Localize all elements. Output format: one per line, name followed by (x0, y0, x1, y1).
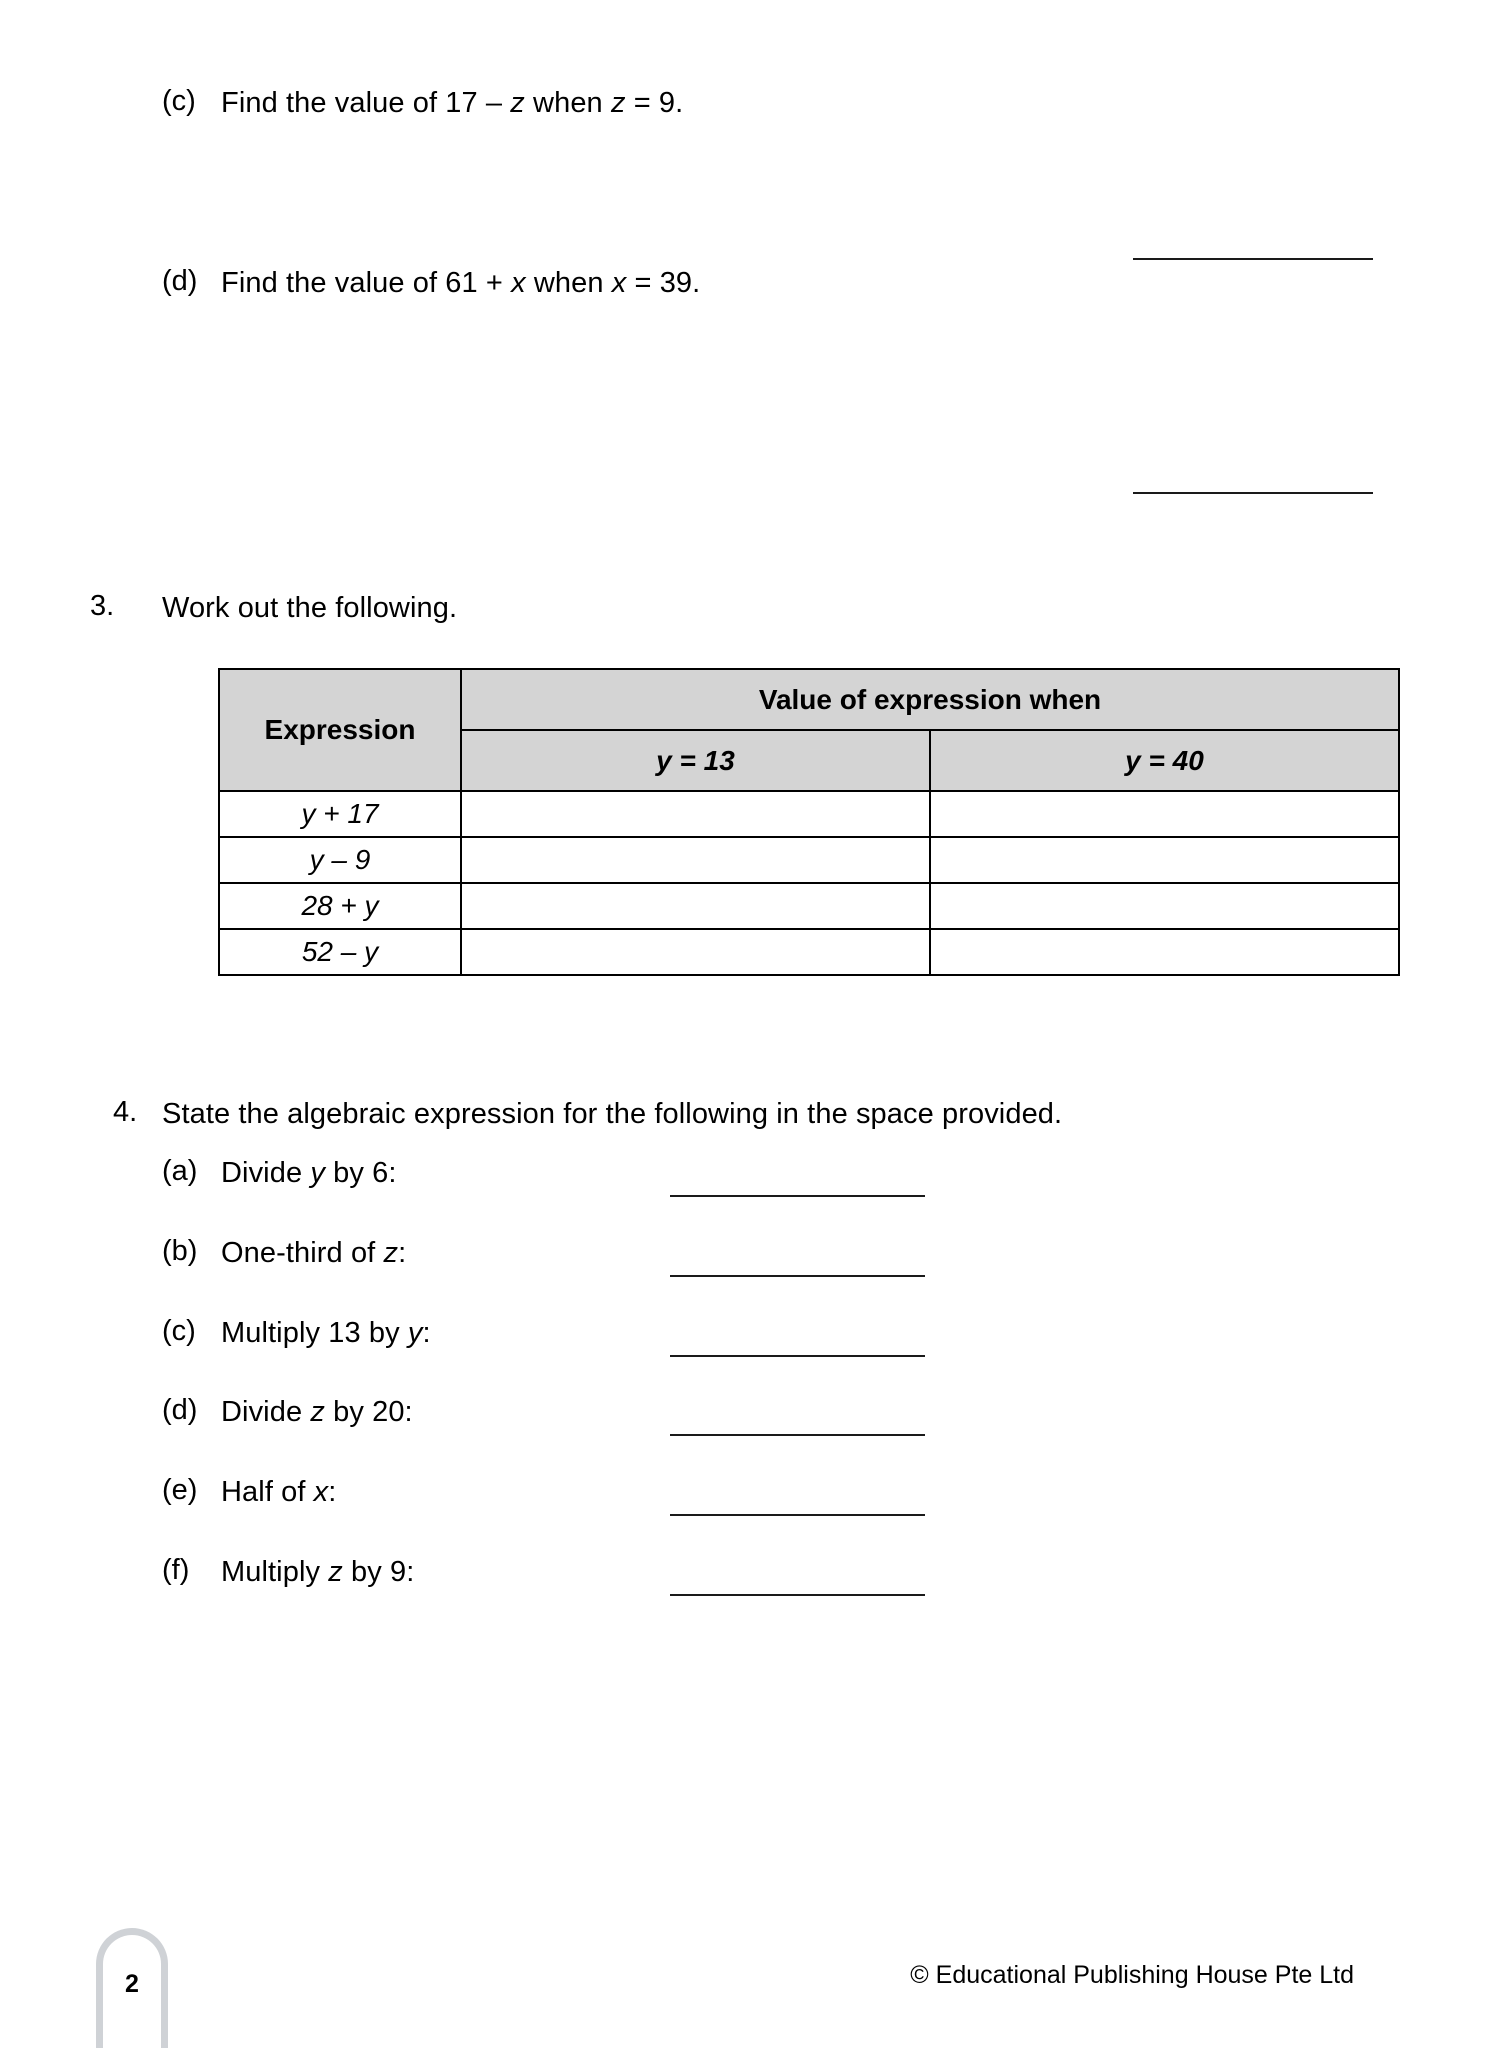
table-row (219, 837, 1399, 883)
q2c-text-after: = 9. (625, 87, 684, 119)
q4f-after: by 9: (342, 1556, 415, 1588)
q4-part-b-label: (b) (162, 1235, 198, 1267)
table-body (219, 791, 1399, 975)
q3-number: 3. (90, 590, 115, 622)
table-row (219, 883, 1399, 929)
q4-part-c-label: (c) (162, 1315, 196, 1347)
table-header-row-1 (219, 669, 1399, 730)
q4-part-e-label: (e) (162, 1474, 198, 1506)
header-y40: y = 40 (1125, 744, 1204, 776)
header-value-group: Value of expression when (461, 669, 1399, 730)
q4-prompt: State the algebraic expression for the following in the space provided. (162, 1098, 1063, 1130)
q4-part-f-label: (f) (162, 1554, 190, 1586)
copyright-notice: © Educational Publishing House Pte Ltd (910, 1961, 1354, 1989)
q4b-after: : (398, 1237, 407, 1269)
header-y13: y = 13 (656, 744, 735, 776)
answer-cell-y13[interactable] (461, 837, 930, 883)
q4-number: 4. (113, 1096, 138, 1128)
q3-prompt: Work out the following. (162, 592, 458, 624)
q4-part-b-answer-line[interactable] (670, 1275, 925, 1277)
q4-part-f-answer-line[interactable] (670, 1594, 925, 1596)
q2d-text-before: Find the value of 61 + (221, 267, 512, 299)
q4-part-a-label: (a) (162, 1155, 198, 1187)
row-expression: 52 – y (301, 936, 379, 967)
answer-cell-y40[interactable] (930, 929, 1399, 975)
q4e-before: Half of (221, 1476, 314, 1508)
page-number: 2 (125, 1970, 139, 1998)
q4-part-d-label: (d) (162, 1394, 198, 1426)
q2-part-d-answer-line[interactable] (1133, 492, 1373, 494)
table-row (219, 929, 1399, 975)
q4b-before: One-third of (221, 1237, 384, 1269)
q2c-var1: z (510, 87, 525, 119)
q4b-var: z (383, 1237, 399, 1269)
row-expression: y + 17 (301, 798, 379, 829)
q2-part-c-answer-line[interactable] (1133, 258, 1373, 260)
q4-part-a-text (221, 1155, 396, 1191)
q4-part-b-text (221, 1235, 406, 1271)
q2-part-d-text (221, 265, 700, 301)
q2d-var2: x (611, 267, 627, 299)
work-out-table (218, 668, 1400, 976)
q4-part-d-text (221, 1394, 413, 1430)
q4-part-f-text (221, 1554, 414, 1590)
header-expression: Expression (219, 669, 461, 791)
q4-part-e-text (221, 1474, 336, 1510)
answer-cell-y40[interactable] (930, 791, 1399, 837)
q4-part-c-answer-line[interactable] (670, 1355, 925, 1357)
row-expression: y – 9 (309, 844, 371, 875)
q4a-before: Divide (221, 1157, 311, 1189)
q4a-after: by 6: (324, 1157, 397, 1189)
answer-cell-y13[interactable] (461, 929, 930, 975)
row-expression: 28 + y (301, 890, 379, 921)
q2c-text-before: Find the value of 17 – (221, 87, 511, 119)
q4e-var: x (313, 1476, 329, 1508)
answer-cell-y40[interactable] (930, 883, 1399, 929)
table-row (219, 791, 1399, 837)
q2d-text-after: = 39. (626, 267, 701, 299)
answer-cell-y13[interactable] (461, 791, 930, 837)
q4-part-a-answer-line[interactable] (670, 1195, 925, 1197)
answer-cell-y40[interactable] (930, 837, 1399, 883)
q4-part-d-answer-line[interactable] (670, 1434, 925, 1436)
q4e-after: : (328, 1476, 337, 1508)
table-head (219, 669, 1399, 791)
answer-cell-y13[interactable] (461, 883, 930, 929)
q4-part-e-answer-line[interactable] (670, 1514, 925, 1516)
q4a-var: y (310, 1157, 325, 1189)
q4c-var: y (407, 1317, 423, 1349)
q2c-var2: z (610, 87, 626, 119)
work-out-table-wrapper (218, 668, 1400, 976)
q2c-text-mid: when (524, 87, 611, 119)
q2-part-c-text (221, 85, 683, 121)
q4f-var: z (328, 1556, 343, 1588)
q4c-before: Multiply 13 by (221, 1317, 408, 1349)
q4f-before: Multiply (221, 1556, 329, 1588)
q4c-after: : (422, 1317, 431, 1349)
q4d-var: z (310, 1396, 325, 1428)
q4d-after: by 20: (324, 1396, 413, 1428)
q2-part-c-label: (c) (162, 85, 196, 117)
q4-part-c-text (221, 1315, 431, 1351)
q2-part-d-label: (d) (162, 265, 198, 297)
q4d-before: Divide (221, 1396, 311, 1428)
q2d-text-mid: when (525, 267, 612, 299)
q2d-var1: x (511, 267, 526, 299)
